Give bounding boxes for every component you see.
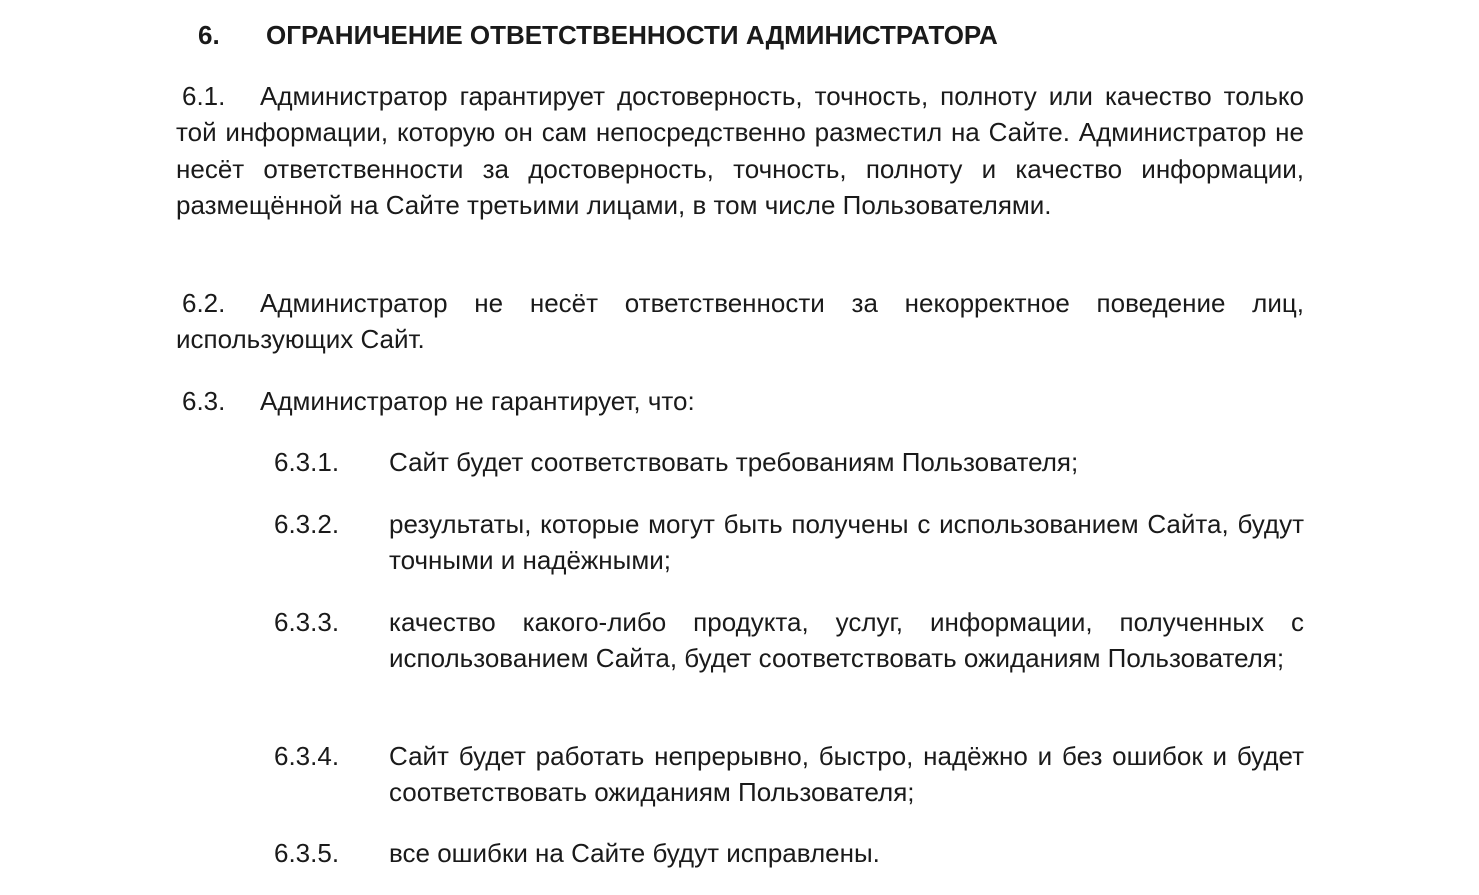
clause-number: 6.3.	[182, 386, 226, 416]
clause-text: Администратор не гарантирует, что:	[260, 386, 695, 416]
subclause-number: 6.3.4.	[274, 741, 340, 771]
subclause-text: Сайт будет соответствовать требованиям Пользователя;	[389, 447, 1079, 477]
clause-text: Администратор гарантирует достоверность, точность, полноту или качество только той информации, которую он сам непосредственно разместил на Сайте. Администратор не несёт ответственности за достоверность, точность, полноту и качество информации, размещённой на Сайте третьими лицами, в том числе Пользователями.	[176, 81, 1304, 220]
section-title: ОГРАНИЧЕНИЕ ОТВЕТСТВЕННОСТИ АДМИНИСТРАТОРА	[266, 20, 998, 50]
subclause-6-3-1	[274, 444, 1304, 480]
clause-6-2	[176, 285, 1304, 358]
subclause-6-3-5	[274, 835, 1304, 871]
subclause-6-3-2	[274, 506, 1304, 579]
section-heading	[198, 17, 998, 53]
section-number: 6.	[198, 20, 220, 50]
subclause-text: все ошибки на Сайте будут исправлены.	[389, 838, 880, 868]
clause-number: 6.1.	[182, 81, 226, 111]
subclause-6-3-3	[274, 604, 1304, 677]
subclause-number: 6.3.2.	[274, 509, 340, 539]
subclause-text: Сайт будет работать непрерывно, быстро, надёжно и без ошибок и будет соответствовать ожиданиям Пользователя;	[389, 741, 1304, 808]
subclause-text: результаты, которые могут быть получены с использованием Сайта, будут точными и надёжными;	[389, 509, 1304, 576]
subclause-number: 6.3.5.	[274, 838, 340, 868]
subclause-number: 6.3.3.	[274, 607, 340, 637]
subclause-6-3-4	[274, 738, 1304, 811]
clause-number: 6.2.	[182, 288, 226, 318]
subclause-text: качество какого-либо продукта, услуг, информации, полученных с использованием Сайта, будет соответствовать ожиданиям Пользователя;	[389, 607, 1304, 674]
clause-6-3	[176, 383, 1304, 419]
clause-text: Администратор не несёт ответственности за некорректное поведение лиц, использующих Сайт.	[176, 288, 1304, 355]
subclause-number: 6.3.1.	[274, 447, 340, 477]
clause-6-1	[176, 78, 1304, 223]
